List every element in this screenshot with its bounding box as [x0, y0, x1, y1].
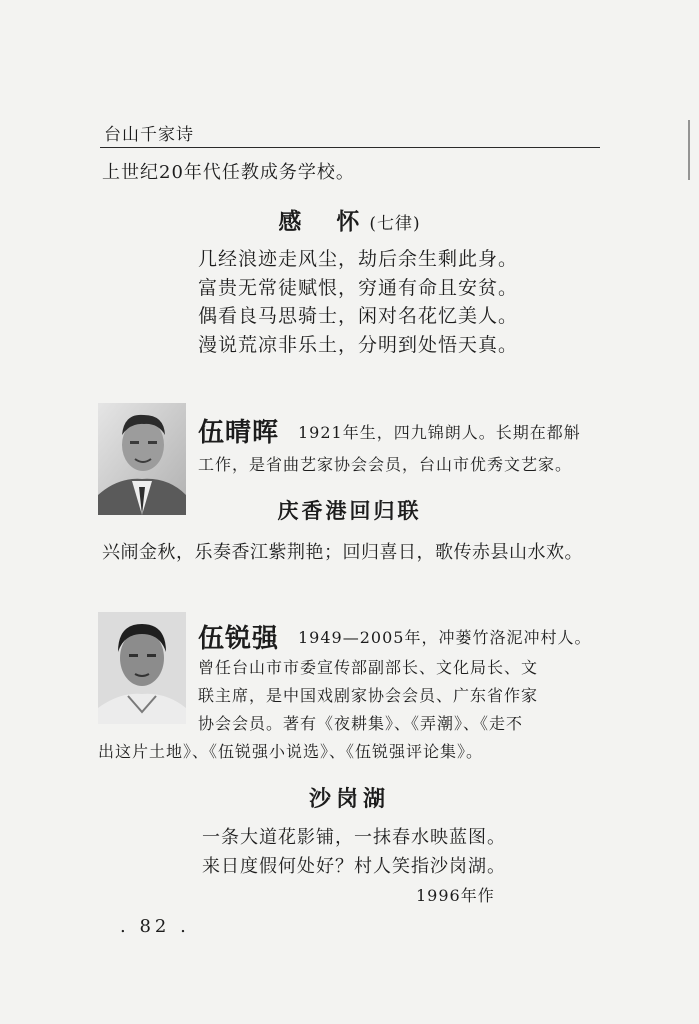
- poem3-title: 沙岗湖: [308, 787, 390, 812]
- poet1-name: 伍晴晖: [198, 418, 280, 448]
- poem1-form: (七律): [369, 214, 421, 234]
- poem3-line: 一条大道花影铺，一抹春水映蓝图。: [202, 827, 506, 848]
- poem1-line: 偶看良马思骑士，闲对名花忆美人。: [198, 305, 519, 327]
- poem2-title: 庆香港回归联: [277, 499, 422, 523]
- scan-edge-mark: [688, 120, 690, 180]
- poem2-couplet: 兴闹金秋，乐奏香江紫荆艳；回归喜日，歌传赤县山水欢。: [102, 542, 583, 563]
- intro-line: 上世纪20年代任教成务学校。: [102, 162, 355, 183]
- poet2-portrait: [98, 612, 186, 724]
- poem1-line: 几经浪迹走风尘，劫后余生剩此身。: [198, 248, 519, 270]
- running-head: 台山千家诗: [104, 125, 194, 145]
- poem3-body: [202, 823, 506, 881]
- poem1-line: 富贵无常徒赋恨，穷通有命且安贫。: [198, 276, 519, 299]
- poet2-portrait-image: [98, 612, 186, 724]
- poet1-bio-line: 1921年生，四九锦朗人。长期在都斛: [298, 423, 581, 442]
- header-rule: [100, 147, 600, 148]
- poem3-date-note: 1996年作: [416, 886, 495, 905]
- poet1-bio-line: 工作，是省曲艺家协会会员，台山市优秀文艺家。: [198, 455, 573, 474]
- poet2-bio-line: 曾任台山市市委宣传部副部长、文化局长、文: [198, 658, 539, 677]
- poem1-body: [198, 245, 518, 359]
- poem1-line: 漫说荒凉非乐土，分明到处悟天真。: [198, 333, 519, 356]
- poet2-bio-line: 联主席，是中国戏剧家协会会员、广东省作家: [198, 686, 539, 705]
- poem1-title-text: 感 怀: [278, 208, 366, 235]
- poet2-bio-line: 协会会员。著有《夜耕集》、《弄潮》、《走不: [198, 714, 524, 733]
- poem1-title: [0, 203, 699, 236]
- page-number: . 82 .: [120, 916, 190, 937]
- poet2-bio-line: 出这片土地》、《伍锐强小说选》、《伍锐强评论集》。: [98, 742, 484, 761]
- poet2-name: 伍锐强: [198, 624, 280, 654]
- poem3-line: 来日度假何处好？村人笑指沙岗湖。: [202, 856, 506, 877]
- poet2-bio-line: 1949—2005年，冲蒌竹洛泥冲村人。: [298, 628, 592, 647]
